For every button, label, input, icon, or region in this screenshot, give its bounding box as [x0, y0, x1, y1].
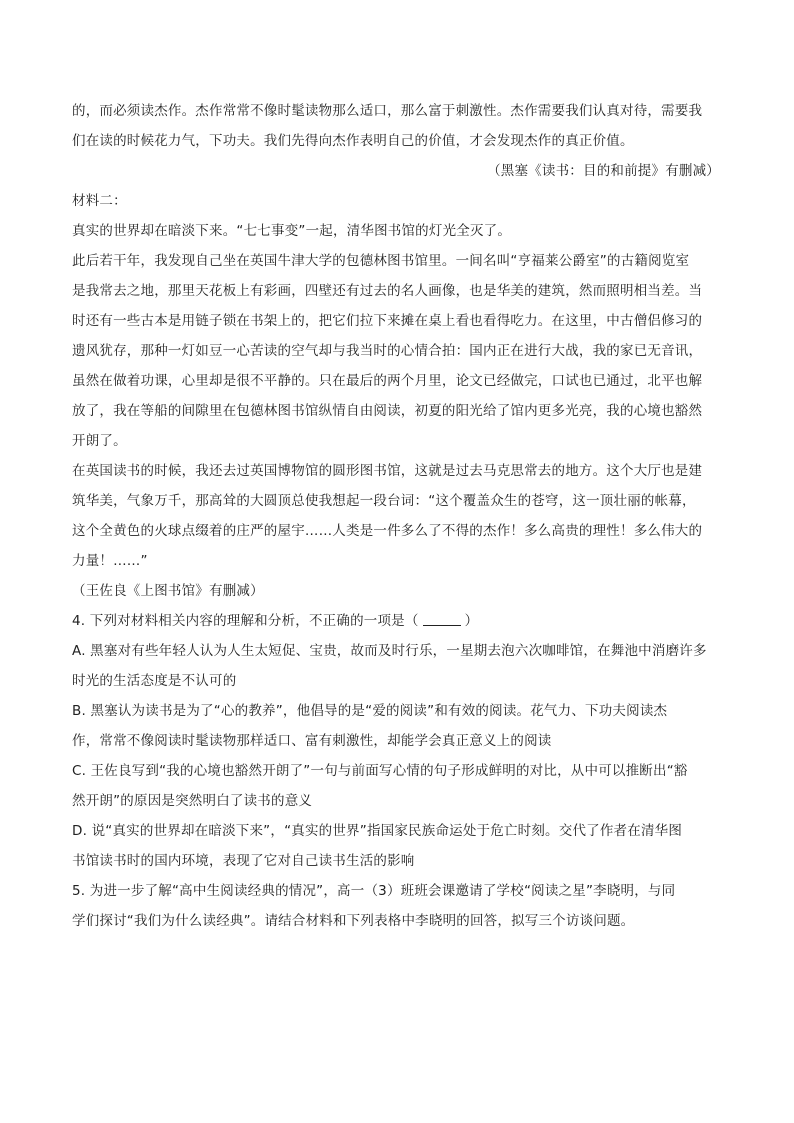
option-c-line: 然开朗”的原因是突然明白了读书的意义	[72, 793, 313, 809]
question-5-line: 学们探讨“我们为什么读经典”。请结合材料和下列表格中李晓明的回答，拟写三个访谈问题。	[72, 913, 635, 929]
option-a-line: 时光的生活态度是不认可的	[72, 673, 237, 689]
material1-source: （黑塞《读书：目的和前提》有删减）	[487, 163, 720, 179]
material2-p2-line: 是我常去之地，那里天花板上有彩画，四壁还有过去的名人画像，也是华美的建筑，然而照明相当差。当	[72, 283, 703, 299]
option-d-line: D. 说“真实的世界却在暗淡下来”，“真实的世界”指国家民族命运处于危亡时刻。交代了作者在清华图	[72, 823, 683, 839]
material2-p3-line: 力量！……”	[72, 553, 148, 569]
question-5-line: 5. 为进一步了解“高中生阅读经典的情况”，高一（3）班班会课邀请了学校“阅读之星”李晓明，与同	[72, 883, 676, 899]
material2-heading: 材料二：	[72, 193, 127, 209]
material2-p3-line: 在英国读书的时候，我还去过英国博物馆的圆形图书馆，这就是过去马克思常去的地方。这个大厅也是建	[72, 463, 703, 479]
material2-p2-line: 此后若干年，我发现自己坐在英国牛津大学的包德林图书馆里。一间名叫“亨福莱公爵室”的古籍阅览室	[72, 253, 690, 269]
material2-p3-line: 这个全黄色的火球点缀着的庄严的屋宇……人类是一件多么了不得的杰作！多么高贵的理性！多么伟大的	[72, 523, 703, 539]
material1-line-1: 的，而必须读杰作。杰作常常不像时髦读物那么适口，那么富于刺激性。杰作需要我们认真对待，需要我	[72, 103, 703, 119]
material2-source: （王佐良《上图书馆》有删减）	[72, 583, 264, 599]
material2-p2-line: 虽然在做着功课，心里却是很不平静的。只在最后的两个月里，论文已经做完，口试也已通过，北平也解	[72, 373, 703, 389]
document-page	[72, 96, 720, 936]
material2-p2-line: 开朗了。	[72, 433, 127, 449]
option-d-line: 书馆读书时的国内环境，表现了它对自己读书生活的影响	[72, 853, 415, 869]
material2-p2-line: 放了，我在等船的间隙里在包德林图书馆纵情自由阅读，初夏的阳光给了馆内更多光亮，我的心境也豁然	[72, 403, 703, 419]
material2-paragraph-1: 真实的世界却在暗淡下来。“七七事变”一起，清华图书馆的灯光全灭了。	[72, 223, 512, 239]
option-b-line: B. 黑塞认为读书是为了“心的教养”，他倡导的是“爱的阅读”和有效的阅读。花气力、下功夫阅读杰	[72, 703, 668, 719]
material1-line-2: 们在读的时候花力气，下功夫。我们先得向杰作表明自己的价值，才会发现杰作的真正价值。	[72, 133, 634, 149]
material2-p2-line: 时还有一些古本是用链子锁在书架上的，把它们拉下来摊在桌上看也看得吃力。在这里，中古僧侣修习的	[72, 313, 703, 329]
material2-p2-line: 遗风犹存，那种一灯如豆一心苦读的空气却与我当时的心情合拍：国内正在进行大战，我的家已无音讯，	[72, 343, 703, 359]
material2-p3-line: 筑华美，气象万千，那高耸的大圆顶总使我想起一段台词：“这个覆盖众生的苍穹，这一顶壮丽的帐幕，	[72, 493, 696, 509]
question-4-stem-text: 4. 下列对材料相关内容的理解和分析，不正确的一项是（	[72, 613, 419, 629]
option-c-line: C. 王佐良写到“我的心境也豁然开朗了”一句与前面写心情的句子形成鲜明的对比，从中可以推断出“豁	[72, 763, 688, 779]
option-a-line: A. 黑塞对有些年轻人认为人生太短促、宝贵，故而及时行乐，一星期去泡六次咖啡馆，在舞池中消磨许多	[72, 643, 707, 659]
option-b-line: 作，常常不像阅读时髦读物那样适口、富有刺激性，却能学会真正意义上的阅读	[72, 733, 552, 749]
answer-blank	[423, 611, 461, 626]
question-4-stem-close: ）	[464, 613, 479, 629]
question-4-stem	[72, 606, 720, 636]
